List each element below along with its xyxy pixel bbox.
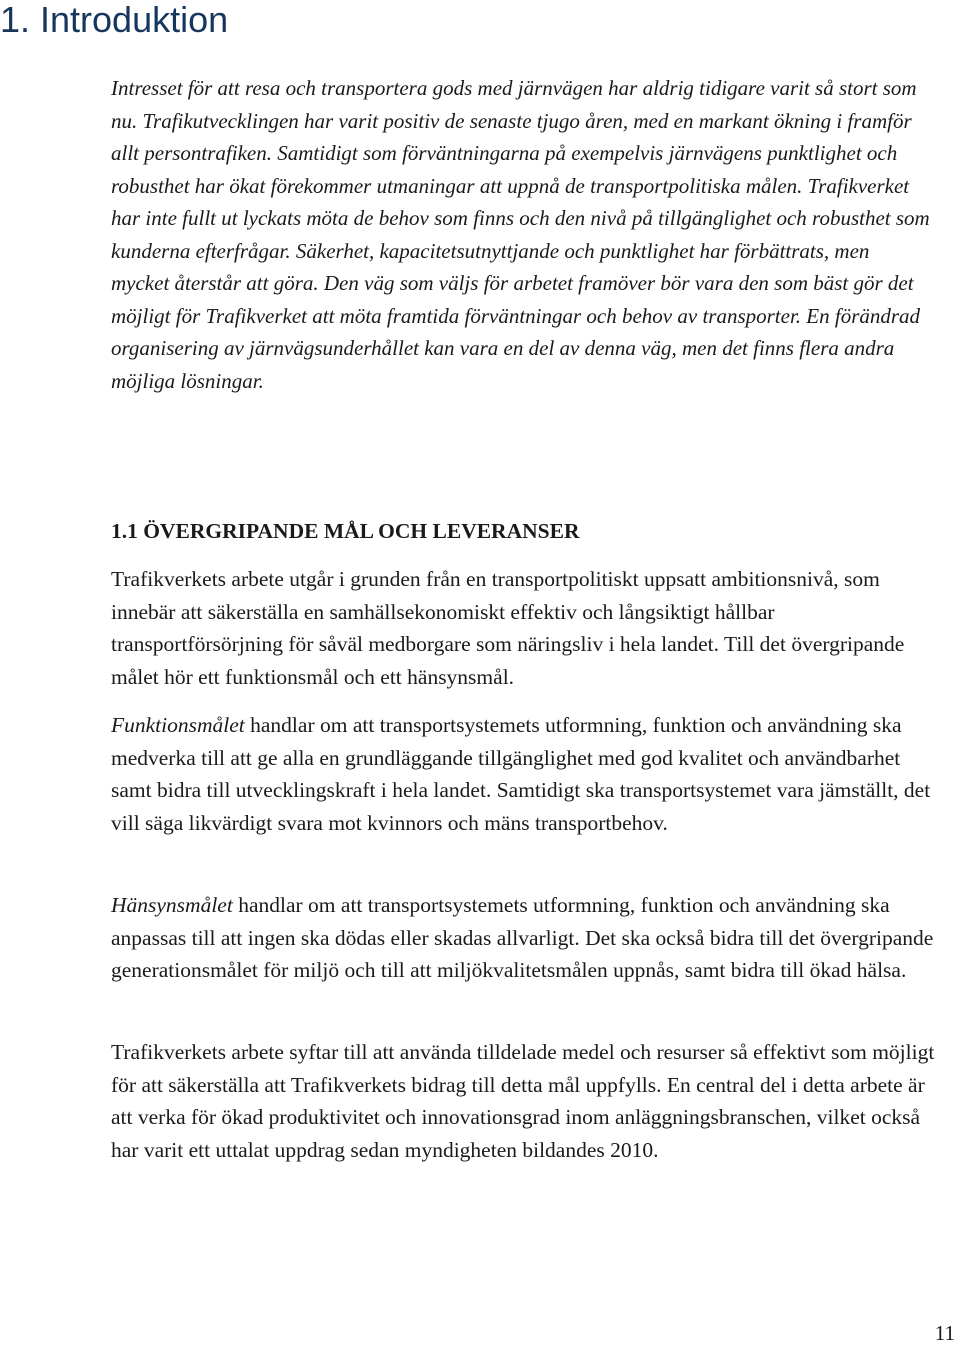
body-paragraph-4: Trafikverkets arbete syftar till att använda tilldelade medel och resurser så effektivt som möjligt för att säkerställa att Trafikverkets bidrag till detta mål uppfylls. En central del i detta arbete är att verka för ökad produktivitet och innovationsgrad inom anläggningsbranschen, vilket också har varit ett uttalat uppdrag sedan myndigheten bildandes 2010.	[111, 1040, 935, 1162]
paragraph-3-text: handlar om att transportsystemets utformning, funktion och användning ska anpassas till att ingen ska dödas eller skadas allvarligt. Det ska också bidra till det övergripande generationsmålet för miljö och till att miljökvalitetsmålen uppnås, samt bidra till ökad hälsa.	[111, 893, 934, 982]
paragraph-2-text: handlar om att transportsystemets utformning, funktion och användning ska medverka till att ge alla en grundläggande tillgänglighet med god kvalitet och användbarhet samt bidra till utvecklingskraft i hela landet. Samtidigt ska transportsystemet vara jämställt, det vill säga likvärdigt svara mot kvinnors och mäns transportbehov.	[111, 713, 931, 835]
body-paragraph-2	[111, 709, 946, 839]
body-paragraph-1: Trafikverkets arbete utgår i grunden från en transportpolitiskt uppsatt ambitionsnivå, som innebär att säkerställa en samhällsekonomiskt effektiv och långsiktigt hållbar transportförsörjning för såväl medborgare som näringsliv i hela landet. Till det övergripande målet hör ett funktionsmål och ett hänsynsmål.	[111, 567, 905, 689]
body-paragraph-3	[111, 889, 946, 987]
chapter-title: 1. Introduktion	[0, 0, 229, 40]
section-heading: 1.1 ÖVERGRIPANDE MÅL OCH LEVERANSER	[111, 519, 580, 543]
page-number: 11	[934, 1321, 955, 1345]
intro-paragraph: Intresset för att resa och transportera gods med järnvägen har aldrig tidigare varit så stort som nu. Trafikutvecklingen har varit positiv de senaste tjugo åren, med en markant ökning i framför allt persontrafiken. Samtidigt som förväntningarna på exempelvis järnvägens punktlighet och robusthet har ökat förekommer utmaningar att uppnå de transportpolitiska målen. Trafikverket har inte fullt ut lyckats möta de behov som finns och den nivå på tillgänglighet och robusthet som kunderna efterfrågar. Säkerhet, kapacitetsutnyttjande och punktlighet har förbättrats, men mycket återstår att göra. Den väg som väljs för arbetet framöver bör vara den som bäst gör det möjligt för Trafikverket att möta framtida förväntningar och behov av transporter. En förändrad organisering av järnvägsunderhållet kan vara en del av denna väg, men det finns flera andra möjliga lösningar.	[111, 76, 930, 393]
term-funktionsmalet: Funktionsmålet	[111, 713, 245, 737]
term-hansynsmalet: Hänsynsmålet	[111, 893, 233, 917]
